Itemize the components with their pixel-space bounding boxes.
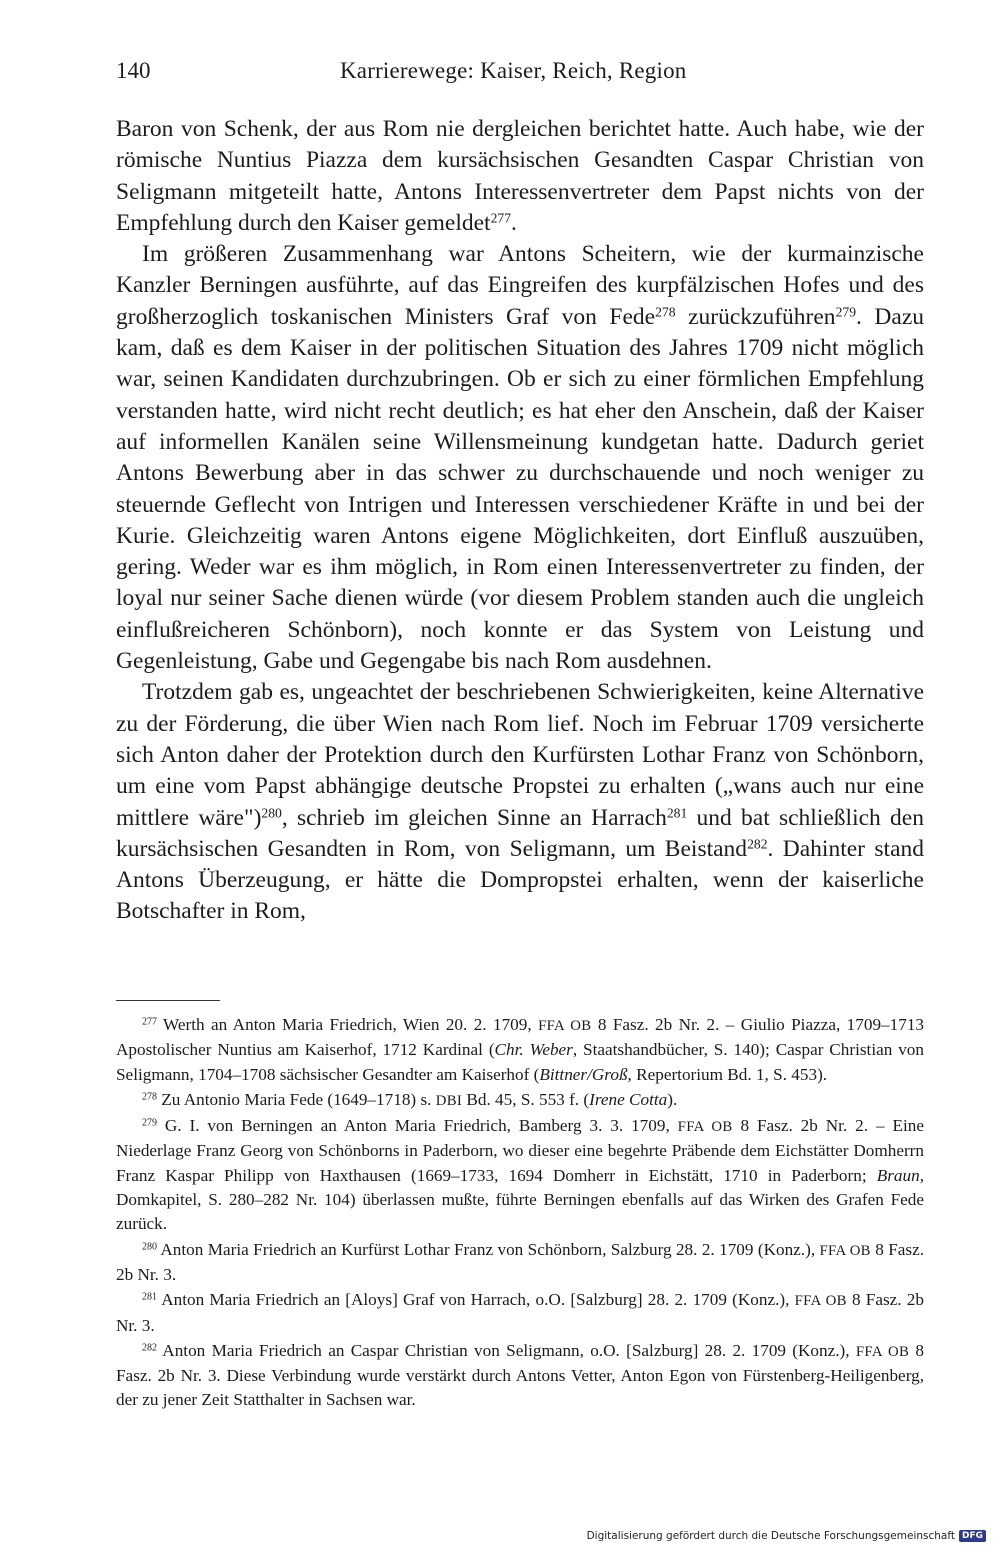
footnote-text: Anton Maria Friedrich an Caspar Christian von Seligmann, o.O. [Salzburg] 28. 2. 1709 (Konz.), xyxy=(156,1340,856,1360)
footnote-279 xyxy=(116,1114,924,1236)
page-header xyxy=(116,58,924,90)
archive-abbrev: FFA OB xyxy=(538,1018,592,1034)
footnote-282 xyxy=(116,1339,924,1413)
footnote-text: Anton Maria Friedrich an [Aloys] Graf von Harrach, o.O. [Salzburg] 28. 2. 1709 (Konz.), xyxy=(156,1290,795,1310)
footnote-281 xyxy=(116,1288,924,1338)
footnote-text: Anton Maria Friedrich an Kurfürst Lothar Franz von Schönborn, Salzburg 28. 2. 1709 (Konz.), xyxy=(156,1239,820,1259)
author-citation: Braun xyxy=(876,1165,920,1185)
paragraph-text: . Dazu kam, daß es dem Kaiser in der politischen Situation des Jahres 1709 nicht möglich war, seinen Kandidaten durchzubringen. Ob er sich zu einer förmlichen Empfehlung verstanden hatte, wird nicht recht deutlich; es hat eher den Anschein, daß der Kaiser auf informellen Kanälen seine Willensmeinung kundgetan hatte. Dadurch geriet Antons Bewerbung aber in das schwer zu durchschauende und noch weniger zu steuernde Geflecht von Intrigen und Interessen verschiedener Kräfte in und bei der Kurie. Gleichzeitig waren Antons eigene Möglichkeiten, dort Einfluß auszuüben, gering. Weder war es ihm möglich, in Rom einen Interessenvertreter zu finden, der loyal nur seiner Sache dienen würde (vor diesem Problem standen auch die ungleich einflußreicheren Schönborn), noch konnte er das System von Leistung und Gegenleistung, Gabe und Gegengabe bis nach Rom ausdehnen. xyxy=(116,303,924,675)
footnote-text: Zu Antonio Maria Fede (1649–1718) s. xyxy=(156,1089,436,1109)
dfg-logo-icon: DFG xyxy=(959,1530,986,1542)
footnote-ref: 278 xyxy=(655,304,676,320)
body-text xyxy=(116,114,924,928)
archive-abbrev: FFA OB xyxy=(677,1119,733,1136)
footnote-ref: 282 xyxy=(747,836,768,852)
footnote-text: 8 Fasz. 2b Nr. 2. – Giulio Piazza, 1709–1713 Apostolischer Nuntius am Kaiserhof, 1712 Kardinal ( xyxy=(116,1015,925,1060)
paragraph-text: Im größeren Zusammenhang war Antons Scheitern, wie der kurmainzische Kanzler Berningen ausführte, auf das Eingreifen des kurpfälzischen Hofes und des großherzoglich toskanischen Ministers Graf von Fede xyxy=(116,241,924,330)
footnote-number: 279 xyxy=(142,1117,157,1129)
footnote-text: ). xyxy=(667,1089,678,1109)
paragraph-text: . Dahinter stand Antons Überzeugung, er hätte die Dompropstei erhalten, wenn der kaiserliche Botschafter in Rom, xyxy=(116,835,925,925)
paragraph-text: zurückzuführen xyxy=(675,303,836,330)
author-citation: Chr. Weber xyxy=(494,1040,573,1060)
paragraph-text: . xyxy=(511,209,517,236)
running-title: Karrierewege: Kaiser, Reich, Region xyxy=(340,58,687,83)
footnote-number: 282 xyxy=(142,1342,157,1354)
archive-abbrev: FFA OB xyxy=(794,1293,847,1310)
paragraph xyxy=(116,677,924,927)
digitization-notice-text: Digitalisierung gefördert durch die Deutsche Forschungsgemeinschaft xyxy=(586,1530,955,1542)
footnote-ref: 280 xyxy=(261,805,282,821)
author-citation: Irene Cotta xyxy=(589,1089,668,1109)
paragraph-text: , schrieb im gleichen Sinne an Harrach xyxy=(281,804,667,831)
footnote-number: 281 xyxy=(142,1291,157,1303)
footnote-text: 8 Fasz. 2b Nr. 3. xyxy=(116,1290,924,1335)
paragraph xyxy=(116,114,924,239)
footnote-text: 8 Fasz. 2b Nr. 3. Diese Verbindung wurde verstärkt durch Antons Vetter, Anton Egon von Fürstenberg-Heiligenberg, der zu jener Zeit Statthalter in Sachsen war. xyxy=(116,1340,924,1410)
footnote-divider xyxy=(116,1000,220,1001)
footnote-number: 280 xyxy=(142,1241,157,1253)
footnote-277 xyxy=(116,1013,924,1087)
footnote-280 xyxy=(116,1238,924,1288)
footnote-ref: 277 xyxy=(490,210,512,226)
footnote-text: 8 Fasz. 2b Nr. 3. xyxy=(116,1239,925,1284)
footnote-number: 277 xyxy=(142,1016,157,1028)
footnote-text: , Domkapitel, S. 280–282 Nr. 104) überlassen mußte, führte Berningen ebenfalls auf das Wirken des Grafen Fede zurück. xyxy=(116,1165,924,1234)
author-citation: Bittner/Groß xyxy=(539,1064,628,1084)
footnote-number: 278 xyxy=(142,1091,157,1103)
paragraph-text: Trotzdem gab es, ungeachtet der beschriebenen Schwierigkeiten, keine Alternative zu der Förderung, die über Wien nach Rom lief. Noch im Februar 1709 versicherte sich Anton daher der Protektion durch den Kurfürsten Lothar Franz von Schönborn, um eine vom Papst abhängige deutsche Propstei zu erhalten („wans auch nur eine mittlere wäre") xyxy=(116,679,924,831)
footnote-text: G. I. von Berningen an Anton Maria Friedrich, Bamberg 3. 3. 1709, xyxy=(156,1116,678,1136)
footnote-text: , Staatshandbücher, S. 140); Caspar Christian von Seligmann, 1704–1708 sächsischer Gesandter am Kaiserhof ( xyxy=(116,1040,924,1084)
paragraph xyxy=(116,239,924,677)
archive-abbrev: DBI xyxy=(435,1092,463,1109)
footnotes xyxy=(116,1013,924,1413)
footnote-ref: 281 xyxy=(666,805,688,821)
paragraph-text: und bat schließlich den kursächsischen Gesandten in Rom, von Seligmann, um Beistand xyxy=(116,804,924,862)
footnote-text: , Repertorium Bd. 1, S. 453). xyxy=(627,1064,828,1084)
digitization-notice xyxy=(587,1530,986,1542)
footnote-text: 8 Fasz. 2b Nr. 2. – Eine Niederlage Franz Georg von Schönborns in Paderborn, wo dieser eine begehrte Präbende dem Eichstätter Domherrn Franz Kaspar Philipp von Haxthausen (1669–1733, 1694 Domherr in Eichstätt, 1710 in Paderborn; xyxy=(116,1116,924,1185)
footnote-text: Bd. 45, S. 553 f. ( xyxy=(462,1089,590,1109)
footnote-text: Werth an Anton Maria Friedrich, Wien 20. 2. 1709, xyxy=(156,1015,539,1034)
paragraph-text: Baron von Schenk, der aus Rom nie dergleichen berichtet hatte. Auch habe, wie der römische Nuntius Piazza dem kursächsischen Gesandten Caspar Christian von Seligmann mitgeteilt hatte, Antons Interessenvertreter dem Papst nichts von der Empfehlung durch den Kaiser gemeldet xyxy=(116,116,924,236)
archive-abbrev: FFA OB xyxy=(855,1343,910,1360)
page-number: 140 xyxy=(116,58,151,83)
footnote-ref: 279 xyxy=(835,304,856,320)
footnote-278 xyxy=(116,1088,924,1113)
archive-abbrev: FFA OB xyxy=(819,1242,871,1259)
